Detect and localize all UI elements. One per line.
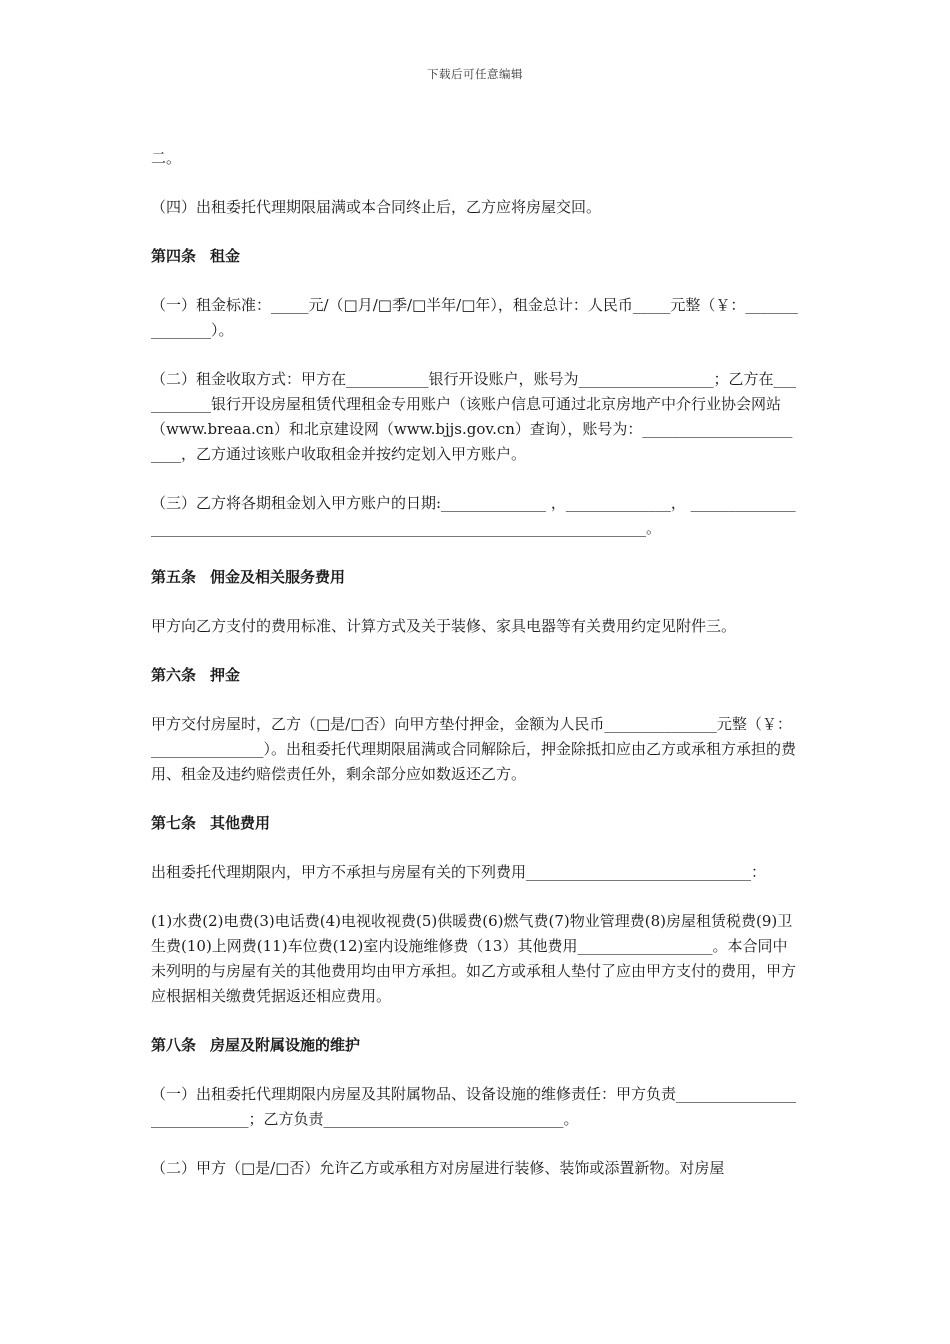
article-5-name: 佣金及相关服务费用 [210, 568, 346, 586]
continued-paragraph: 二。 [151, 149, 182, 167]
article-4-title [151, 244, 799, 269]
clause-6: 甲方交付房屋时，乙方（□是/□否）向甲方垫付押金，金额为人民币_______________元整（￥：_______________）。出租委托代理期限届满或合同解除后，押金除抵扣应由乙方或承租方承担的费用、租金及违约赔偿责任外，剩余部分应如数返还乙方。 [151, 715, 797, 783]
clause-3-4: （四）出租委托代理期限届满或本合同终止后，乙方应将房屋交回。 [151, 198, 602, 216]
article-7-number: 第七条 [151, 814, 197, 832]
article-4-name: 租金 [210, 247, 241, 265]
article-5-title [151, 565, 799, 590]
page-header: 下载后可任意编辑 [427, 67, 523, 81]
article-8-title [151, 1033, 799, 1058]
article-8-number: 第八条 [151, 1036, 197, 1054]
article-6-name: 押金 [210, 666, 241, 684]
article-5-number: 第五条 [151, 568, 197, 586]
clause-7-1: 出租委托代理期限内，甲方不承担与房屋有关的下列费用______________________________： [151, 863, 767, 881]
article-6-number: 第六条 [151, 666, 197, 684]
clause-4-2: （二）租金收取方式：甲方在___________银行开设账户，账号为__________________；乙方在___________银行开设房屋租赁代理租金专用账户（该账户信息可通过北京房地产中介行业协会网站（www.breaa.cn）和北京建设网（www.bjjs.gov.cn）查询），账号为：________________________，乙方通过该账户收取租金并按约定划入甲方账户。 [151, 370, 797, 463]
article-7-title [151, 811, 799, 836]
clause-4-1: （一）租金标准：_____元/（□月/□季/□半年/□年），租金总计：人民币_____元整（￥：_______________）。 [151, 296, 798, 339]
clause-7-2: (1)水费(2)电费(3)电话费(4)电视收视费(5)供暖费(6)燃气费(7)物业管理费(8)房屋租赁税费(9)卫生费(10)上网费(11)车位费(12)室内设施维修费（13）其他费用__________________。本合同中未列明的与房屋有关的其他费用均由甲方承担。如乙方或承租人垫付了应由甲方支付的费用，甲方应根据相关缴费凭据返还相应费用。 [151, 912, 797, 1005]
clause-8-1: （一）出租委托代理期限内房屋及其附属物品、设备设施的维修责任：甲方负责_____________________________；乙方负责________________________________。 [151, 1085, 797, 1128]
clause-4-3: （三）乙方将各期租金划入甲方账户的日期:______________ ，______________， ________________________________________________________________________________。 [151, 494, 796, 537]
article-4-number: 第四条 [151, 247, 197, 265]
clause-8-2: （二）甲方（□是/□否）允许乙方或承租方对房屋进行装修、装饰或添置新物。对房屋 [151, 1159, 725, 1177]
article-7-name: 其他费用 [210, 814, 271, 832]
document-body [151, 146, 799, 1205]
article-8-name: 房屋及附属设施的维护 [210, 1036, 361, 1054]
article-6-title [151, 663, 799, 688]
clause-5: 甲方向乙方支付的费用标准、计算方式及关于装修、家具电器等有关费用约定见附件三。 [151, 617, 737, 635]
